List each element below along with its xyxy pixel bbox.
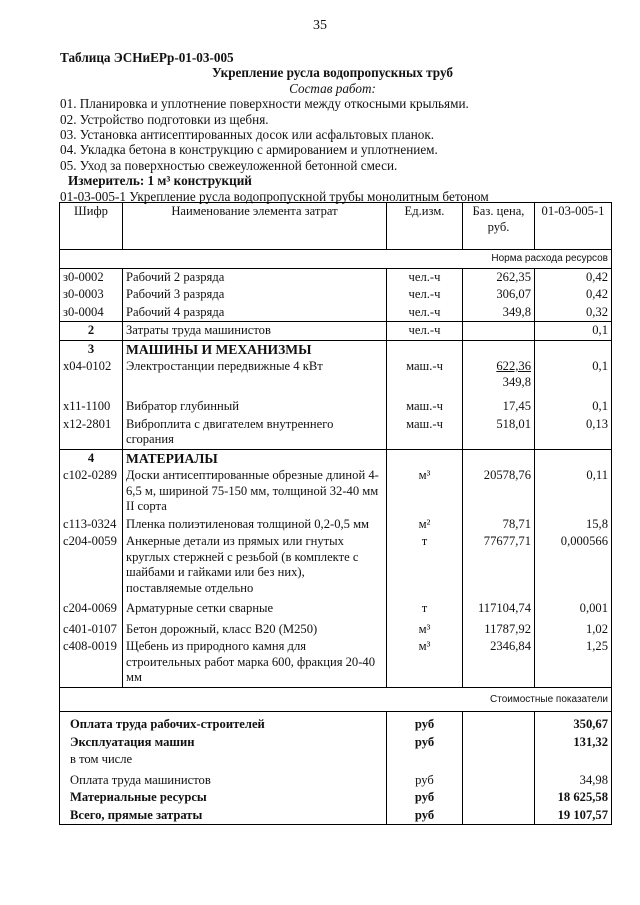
row-name: Арматурные сетки сварные: [123, 597, 387, 618]
table-row: [60, 358, 612, 391]
table-row: [60, 618, 612, 639]
total-row: [60, 712, 612, 734]
total-unit: руб: [387, 789, 463, 807]
total-name: Оплата труда рабочих-строителей: [60, 712, 387, 734]
price-underlined: 622,36: [496, 359, 531, 373]
row-code: с204-0069: [60, 597, 123, 618]
cost-note: Стоимостные показатели: [60, 687, 612, 712]
row-unit: маш.-ч: [387, 391, 463, 416]
row-code: 2: [60, 322, 123, 341]
row-price: 306,07: [463, 286, 535, 304]
row-name: Затраты труда машинистов: [123, 322, 387, 341]
row-value: 0,001: [535, 597, 612, 618]
header-code: Шифр: [60, 203, 123, 250]
row-unit: маш.-ч: [387, 358, 463, 391]
work-item: 04. Укладка бетона в конструкцию с армированием и уплотнением.: [60, 142, 438, 158]
row-price: 262,35: [463, 268, 535, 286]
row-price: 349,8: [463, 304, 535, 322]
total-name: Всего, прямые затраты: [60, 807, 387, 825]
header-name: Наименование элемента затрат: [123, 203, 387, 250]
total-value: 131,32: [535, 734, 612, 752]
row-code: х04-0102: [60, 358, 123, 391]
total-value: 19 107,57: [535, 807, 612, 825]
row-unit: чел.-ч: [387, 268, 463, 286]
row-price: 17,45: [463, 391, 535, 416]
row-value: 0,32: [535, 304, 612, 322]
row-unit: чел.-ч: [387, 322, 463, 341]
table-row: [60, 597, 612, 618]
row-name: Рабочий 3 разряда: [123, 286, 387, 304]
table-row: [60, 516, 612, 534]
row-unit: чел.-ч: [387, 286, 463, 304]
row-name: Виброплита с двигателем внутреннего сгорания: [123, 416, 387, 450]
norm-note: Норма расхода ресурсов: [60, 250, 612, 269]
total-value: 18 625,58: [535, 789, 612, 807]
total-unit: руб: [387, 807, 463, 825]
row-unit: чел.-ч: [387, 304, 463, 322]
work-item: 05. Уход за поверхностью свежеуложенной бетонной смеси.: [60, 157, 398, 173]
composition-label: Состав работ:: [289, 80, 376, 96]
total-unit: руб: [387, 712, 463, 734]
header-price: Баз. цена, руб.: [463, 203, 535, 250]
row-value: 15,8: [535, 516, 612, 534]
row-name: Рабочий 2 разряда: [123, 268, 387, 286]
row-code: з0-0002: [60, 268, 123, 286]
section-code: 3: [60, 340, 123, 358]
total-row: [60, 734, 612, 752]
row-code: х11-1100: [60, 391, 123, 416]
total-unit: руб: [387, 734, 463, 752]
table-row: [60, 391, 612, 416]
table-row: [60, 533, 612, 597]
row-price: 78,71: [463, 516, 535, 534]
row-name: Бетон дорожный, класс В20 (М250): [123, 618, 387, 639]
total-name: Эксплуатация машин: [60, 734, 387, 752]
table-row: [60, 322, 612, 341]
table-row: [60, 304, 612, 322]
section-row: [60, 449, 612, 467]
work-item: 01. Планировка и уплотнение поверхности между откосными крыльями.: [60, 96, 469, 112]
norm-note-row: [60, 250, 612, 269]
table-row: [60, 416, 612, 450]
cost-note-row: [60, 687, 612, 712]
row-code: с401-0107: [60, 618, 123, 639]
total-row: [60, 751, 612, 769]
header-norm: 01-03-005-1: [535, 203, 612, 250]
meter: Измеритель: 1 м³ конструкций: [68, 173, 252, 189]
section-title: МАШИНЫ И МЕХАНИЗМЫ: [123, 340, 387, 358]
total-row: [60, 807, 612, 825]
row-value: 0,1: [535, 322, 612, 341]
row-name: Рабочий 4 разряда: [123, 304, 387, 322]
total-name: Оплата труда машинистов: [60, 769, 387, 790]
row-unit: м³: [387, 467, 463, 516]
row-code: х12-2801: [60, 416, 123, 450]
row-value: 1,25: [535, 638, 612, 687]
row-code: с102-0289: [60, 467, 123, 516]
row-name: Пленка полиэтиленовая толщиной 0,2-0,5 мм: [123, 516, 387, 534]
row-name: Электростанции передвижные 4 кВт: [123, 358, 387, 391]
row-price: 77677,71: [463, 533, 535, 597]
row-name: Доски антисептированные обрезные длиной 4-6,5 м, шириной 75-150 мм, толщиной 32-40 мм II сорта: [123, 467, 387, 516]
row-code: з0-0003: [60, 286, 123, 304]
section-title: МАТЕРИАЛЫ: [123, 449, 387, 467]
page-number: 35: [313, 18, 327, 33]
row-unit: м²: [387, 516, 463, 534]
total-row: [60, 769, 612, 790]
total-unit: руб: [387, 769, 463, 790]
table-row: [60, 638, 612, 687]
row-value: 0,1: [535, 391, 612, 416]
subtitle: Укрепление русла водопропускных труб: [212, 65, 453, 81]
row-value: 0,42: [535, 286, 612, 304]
total-row: [60, 789, 612, 807]
total-value: 350,67: [535, 712, 612, 734]
table-row: [60, 286, 612, 304]
work-item: 03. Установка антисептированных досок или асфальтовых планок.: [60, 127, 435, 143]
total-value: 34,98: [535, 769, 612, 790]
header-unit: Ед.изм.: [387, 203, 463, 250]
total-name: в том числе: [60, 751, 387, 769]
row-code: с204-0059: [60, 533, 123, 597]
work-item: 02. Устройство подготовки из щебня.: [60, 111, 269, 127]
row-unit: т: [387, 597, 463, 618]
row-value: 0,42: [535, 268, 612, 286]
row-value: 1,02: [535, 618, 612, 639]
row-price: 117104,74: [463, 597, 535, 618]
row-price: [463, 322, 535, 341]
document-header: [60, 50, 605, 204]
row-name: Вибратор глубинный: [123, 391, 387, 416]
row-unit: маш.-ч: [387, 416, 463, 450]
row-code: с408-0019: [60, 638, 123, 687]
row-value: 0,000566: [535, 533, 612, 597]
resource-table: [59, 202, 612, 825]
row-value: 0,11: [535, 467, 612, 516]
total-name: Материальные ресурсы: [60, 789, 387, 807]
row-price: 11787,92: [463, 618, 535, 639]
row-unit: т: [387, 533, 463, 597]
row-price: 2346,84: [463, 638, 535, 687]
row-unit: м³: [387, 618, 463, 639]
row-price: [463, 358, 535, 391]
row-name: Анкерные детали из прямых или гнутых круглых стержней с резьбой (в комплекте с шайбами и гайками или без них), поставляемые отдельно: [123, 533, 387, 597]
row-price: 518,01: [463, 416, 535, 450]
row-value: 0,13: [535, 416, 612, 450]
norm-line: 01-03-005-1 Укрепление русла водопропускной трубы монолитным бетоном: [60, 188, 489, 204]
row-value: 0,1: [535, 358, 612, 391]
table-title: Таблица ЭСНиЕРр-01-03-005: [60, 50, 234, 65]
section-code: 4: [60, 449, 123, 467]
price-secondary: 349,8: [502, 374, 531, 389]
row-unit: м³: [387, 638, 463, 687]
row-code: с113-0324: [60, 516, 123, 534]
table-header-row: [60, 203, 612, 250]
section-row: [60, 340, 612, 358]
row-price: 20578,76: [463, 467, 535, 516]
row-name: Щебень из природного камня для строительных работ марка 600, фракция 20-40 мм: [123, 638, 387, 687]
table-row: [60, 467, 612, 516]
table-row: [60, 268, 612, 286]
row-code: з0-0004: [60, 304, 123, 322]
